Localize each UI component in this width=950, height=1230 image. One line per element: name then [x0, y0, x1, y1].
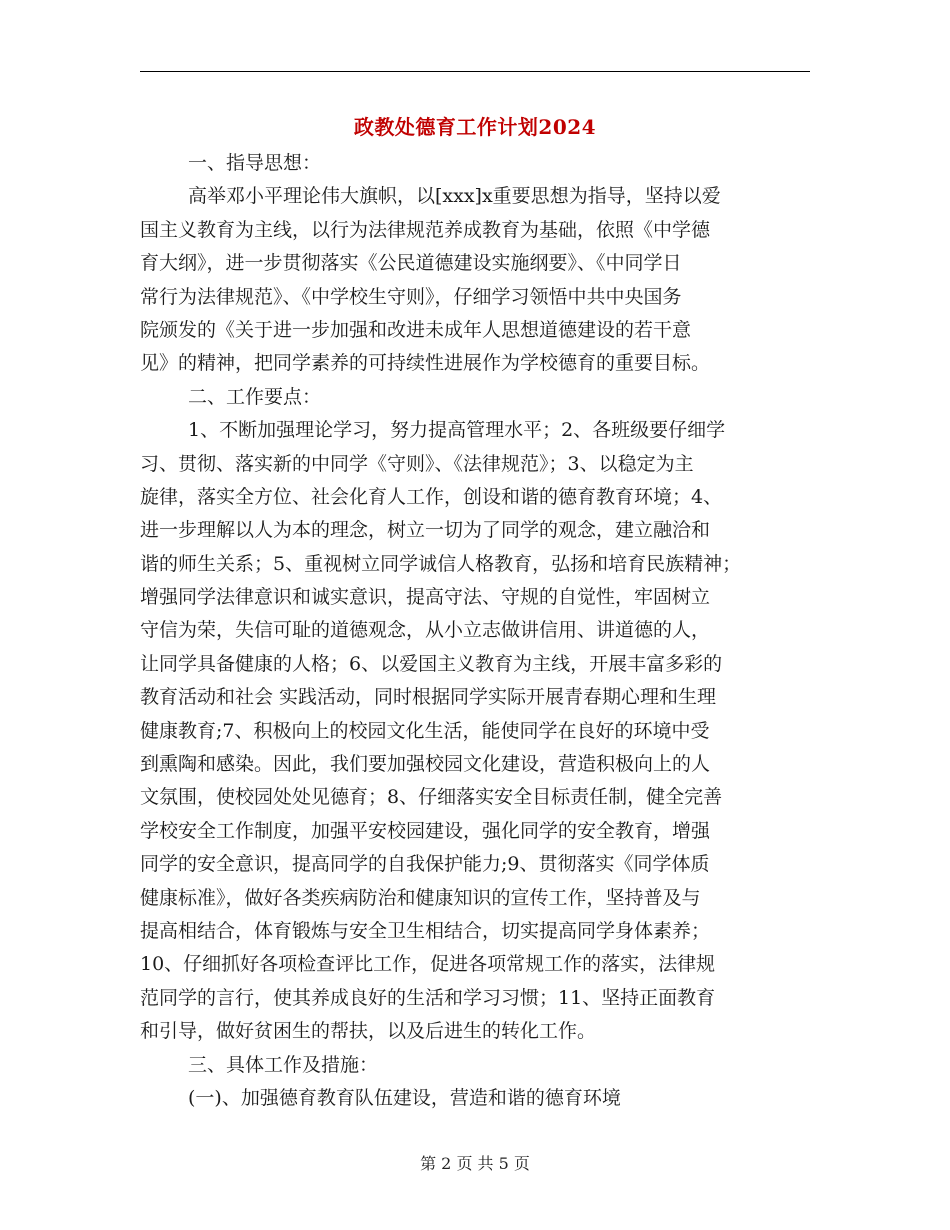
- text-line: 院颁发的《关于进一步加强和改进未成年人思想道德建设的若干意: [140, 318, 692, 341]
- text-line: 提高相结合，体育锻炼与安全卫生相结合，切实提高同学身体素养；: [140, 919, 711, 942]
- header-rule: [140, 71, 810, 72]
- text-line: 10、仔细抓好各项检查评比工作，促进各项常规工作的落实，法律规: [140, 953, 716, 976]
- text-line: 进一步理解以人为本的理念，树立一切为了同学的观念，建立融洽和: [140, 519, 711, 542]
- text-line: 常行为法律规范》、《中学校生守则》，仔细学习领悟中共中央国务: [140, 285, 682, 308]
- text-line: 二、工作要点：: [188, 385, 322, 408]
- text-line: 旋律，落实全方位、社会化育人工作，创设和谐的德育教育环境；4、: [140, 485, 723, 508]
- text-line: 守信为荣，失信可耻的道德观念，从小立志做讲信用、讲道德的人，: [140, 619, 711, 642]
- text-line: 习、贯彻、落实新的中同学《守则》、《法律规范》；3、以稳定为主: [140, 452, 694, 475]
- text-line: 1、不断加强理论学习，努力提高管理水平；2、各班级要仔细学: [188, 419, 726, 442]
- page-number: 第 2 页 共 5 页: [420, 1154, 530, 1173]
- text-line: 增强同学法律意识和诚实意识，提高守法、守规的自觉性，牢固树立: [140, 586, 711, 609]
- text-line: 教育活动和社会 实践活动，同时根据同学实际开展青春期心理和生理: [140, 686, 717, 709]
- text-line: 育大纲》，进一步贯彻落实《公民道德建设实施纲要》、《中同学日: [140, 252, 682, 275]
- text-line: 一、指导思想：: [188, 152, 322, 174]
- text-line: 到熏陶和感染。因此，我们要加强校园文化建设，营造积极向上的人: [140, 753, 711, 776]
- text-line: 健康教育;7、积极向上的校园文化生活，能使同学在良好的环境中受: [140, 719, 710, 742]
- text-line: 国主义教育为主线，以行为法律规范养成教育为基础，依照《中学德: [140, 218, 711, 241]
- text-line: 三、具体工作及措施：: [188, 1053, 379, 1076]
- text-line: (一)、加强德育教育队伍建设，营造和谐的德育环境: [188, 1086, 621, 1109]
- text-line: 范同学的言行，使其养成良好的生活和学习习惯；11、坚持正面教育: [140, 986, 716, 1009]
- text-line: 同学的安全意识，提高同学的自我保护能力;9、贯彻落实《同学体质: [140, 853, 710, 876]
- text-line: 让同学具备健康的人格；6、以爱国主义教育为主线，开展丰富多彩的: [140, 652, 723, 675]
- text-line: 健康标准》，做好各类疾病防治和健康知识的宣传工作，坚持普及与: [140, 886, 701, 909]
- document-body: [140, 147, 810, 1115]
- text-line: 谐的师生关系；5、重视树立同学诚信人格教育，弘扬和培育民族精神；: [140, 552, 742, 575]
- text-line: 和引导，做好贫困生的帮扶，以及后进生的转化工作。: [140, 1020, 597, 1043]
- text-line: 见》的精神，把同学素养的可持续性进展作为学校德育的重要目标。: [140, 352, 711, 375]
- text-line: 文氛围，使校园处处见德育；8、仔细落实安全目标责任制，健全完善: [140, 786, 723, 809]
- text-line: 学校安全工作制度，加强平安校园建设，强化同学的安全教育，增强: [140, 819, 711, 842]
- document-title: 政教处德育工作计划2024: [353, 115, 597, 139]
- text-line: 高举邓小平理论伟大旗帜，以[xxx]x重要思想为指导，坚持以爱: [188, 185, 721, 208]
